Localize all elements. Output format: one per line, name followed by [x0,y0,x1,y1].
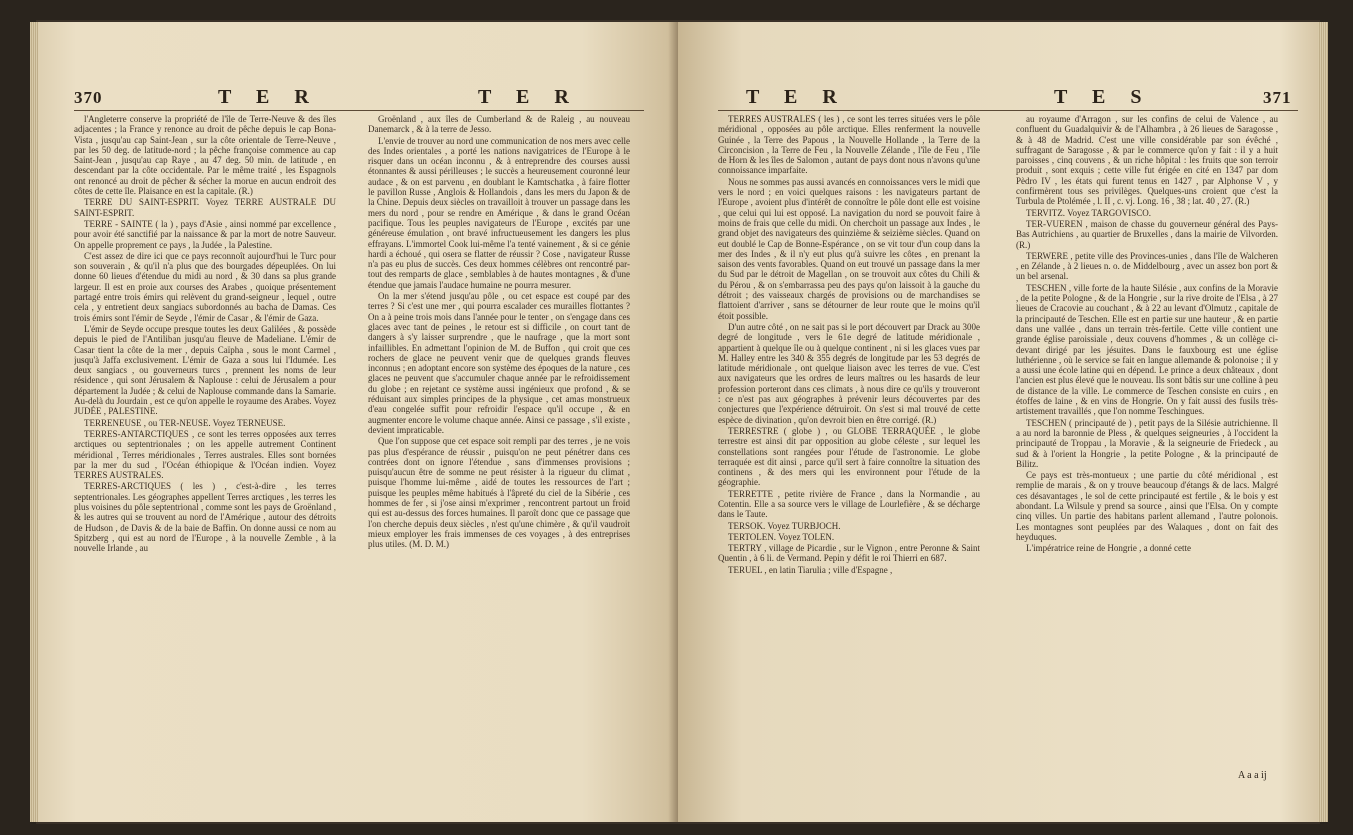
article-paragraph: au royaume d'Arragon , sur les confins de celui de Valence , au confluent du Guadalquivir & de l'Alhambra , à 26 lieues de Saragosse , & à 48 de Madrid. C'est une ville considérable par son évêché , suffragant de Saragosse , & par le commerce qu'on y fait : il y a huit paroisses , cinq couvens , & un riche hôpital : les fruits que son terroir produit , sont exquis ; cette ville fut érigée en cité en 1347 par dom Pèdro IV , les états qui furent tenus en 1427 , par Alphonse V , y confirmèrent tous ses privilèges. Quelques-uns croient que c'est la Turbula de Ptolémée , l. II , c. vj. Long. 16 , 38 ; lat. 40 , 27. (R.) [1016,114,1278,207]
article-paragraph: TERRES-ANTARCTIQUES , ce sont les terres opposées aux terres arctiques ou septentrionales ; on les appelle autrement Continent méridional , Terres méridionales , Terres australes. Elles sont bornées par la mer du sud , l'Océan éthiopique & l'Océan indien. Voyez TERRES AUSTRALES. [74,428,336,481]
running-head-right: T E R [478,86,579,108]
article-paragraph: TERRENEUSE , ou TER-NEUSE. Voyez TERNEUSE. [84,417,286,428]
text-column-right [368,114,630,754]
article-paragraph: TERTRY , village de Picardie , sur le Vignon , entre Peronne & Saint Quentin , à 6 li. de Vermand. Pepin y défit le roi Thierri en 687. [718,543,980,564]
article-paragraph: TERRETTE , petite rivière de France , dans la Normandie , au Cotentin. Elle a sa source vers le village de Lourlefière , & se décharge dans le Taute. [718,488,980,520]
article-paragraph: TERRES AUSTRALES ( les ) , ce sont les terres situées vers le pôle méridional , opposées au pôle arctique. Elles renferment la nouvelle Guinée , la Terre des Papous , la Nouvelle Hollande , la Terre de la Circoncision , la Terre de Feu , la Nouvelle Zélande , l'île de Feu , l'île de Horn & les îles de Salomon , autant de pays dont nous n'avons qu'une connoissance imparfaite. [718,114,980,176]
article-paragraph: L'émir de Seyde occupe presque toutes les deux Galilées , & possède depuis le pied de l'Antiliban jusqu'au fleuve de Madeliane. L'émir de Casar tient la côte de la mer , depuis Caïpha , sous le mont Carmel , jusqu'à Jaffa exclusivement. L'émir de Gaza a sous lui l'Idumée. Les deux sangiacs , ou gouverneurs turcs , prennent les noms de leur résidence , qui sont Jérusalem & Naplouse : celui de Jérusalem a pour département la Judée ; & celui de Naplouse commande dans la Samarie. Au-delà du Jourdain , est ce qu'on appelle le royaume des Arabes. Voyez JUDÉE , PALESTINE. [74,323,336,417]
article-paragraph: TERRES-ARCTIQUES ( les ) , c'est-à-dire , les terres septentrionales. Les géographes appellent Terres arctiques , les terres les plus voisines du pôle septentrional , comme sont les pays de Groënland , & les autres qui se trouvent au nord de l'Amérique , autour des détroits de Hudson , de Davis & de la baie de Baffin. On donne aussi ce nom au Spitzberg , qui est au nord de l'Europe , à la nouvelle Zemble , à la nouvelle Irlande , au [74,481,336,554]
open-book [38,22,1318,822]
signature-mark: A a a ij [1238,770,1267,781]
article-paragraph: TERRE DU SAINT-ESPRIT. Voyez TERRE AUSTRALE DU SAINT-ESPRIT. [74,197,336,218]
left-page [38,22,678,822]
article-paragraph: L'envie de trouver au nord une communication de nos mers avec celle des Indes orientales , a porté les nations navigatrices de l'Europe à le risquer dans un océan inconnu , & à entreprendre des courses aussi étonnantes & aussi périlleuses ; le succès a heureusement couronné leur audace , & on est parvenu , en doublant le Kamtschatka , à faire flotter le pavillon Russe , Anglois & Hollandois , dans les mers du Japon & de la Chine. Depuis deux siècles on travailloit à trouver un passage dans les mers du nord , pour se rendre en Amérique , & dans le grand Océan pacifique. Tous les peuples navigateurs de l'Europe , excités par une généreuse émulation , ont bravé infructueusement les dangers les plus effrayans. L'immortel Cook lui-même l'a tenté vainement , & si ce génie hardi a échoué , qui osera se flatter de réussir ? Cose , navigateur Russe n'a pas eu plus de succès. Ces deux hommes célèbres ont rencontré par-tout des remparts de glace , semblables à de hautes montagnes , & d'une étendue que jamais l'audace humaine ne pourra mesurer. [368,135,630,290]
running-head-left: T E R [218,86,319,108]
article-paragraph: TERRE - SAINTE ( la ) , pays d'Asie , ainsi nommé par excellence , pour avoir été sanctifié par la naissance & par la mort de notre Sauveur. On appelle proprement ce pays , la Judée , la Palestine. [74,218,336,250]
running-head-right: T E S [1054,86,1152,108]
article-paragraph: Groënland , aux îles de Cumberland & de Raleig , au nouveau Danemarck , & à la terre de Jesso. [368,114,630,135]
text-column-left [74,114,336,754]
article-paragraph: On la mer s'étend jusqu'au pôle , ou cet espace est coupé par des terres ? Si c'est une mer , qui pourra escalader ces murailles flottantes ? On a à peine trois mois dans l'année pour le tenter , on s'engage dans ces glaces avec tant de peines , le retour est si difficile , on court tant de dangers à s'y laisser surprendre , que le naufrage , que la mort sont infaillibles. En admettant l'opinion de M. de Buffon , qui croit que ces rochers de glace ne peuvent venir que de quelques grands fleuves inconnus ; en adoptant encore son système des époques de la nature , ces glaces ne peuvent que s'accumuler chaque année par le refroidissement du globe ; en rejetant ce système aussi ingénieux que profond , & se réduisant aux simples principes de la physique , cet amas monstrueux d'eau congelée suffit pour refroidir l'espace qu'il occupe , & en augmenter encore le volume chaque année. Ainsi ce passage , s'il existe , devient impraticable. [368,291,630,435]
article-paragraph: TERTOLEN. Voyez TOLEN. [728,531,835,542]
text-column-right [1016,114,1278,754]
article-paragraph: TERSOK. Voyez TURBJOCH. [728,520,841,531]
article-paragraph: TERVITZ. Voyez TARGOVISCO. [1026,207,1152,218]
article-paragraph: L'impératrice reine de Hongrie , a donné cette [1026,543,1192,554]
page-number: 370 [74,88,103,107]
article-paragraph: TERWERE , petite ville des Provinces-unies , dans l'île de Walcheren , en Zélande , à 2 lieues n. o. de Middelbourg , avec un assez bon port & un bel arsenal. [1016,250,1278,282]
right-page-header [678,80,1318,110]
article-paragraph: D'un autre côté , on ne sait pas si le port découvert par Drack au 300e degré de longitude , vers le 61e degré de latitude méridionale , appartient à quelque île ou à quelque continent , ni si les glaces vues par M. Halley entre les 340 & 355 degrés de longitude par les 53 degrés de latitude méridionale , ont quelque liaison avec les terres de vue. C'est aux navigateurs que les ordres de leurs maîtres ou les hasards de leur profession porteront dans ces climats , à nous dire ce qu'ils y trouveront : ce n'est pas aux géographes à prévenir leurs découvertes par des conjectures que l'expérience détruiroit. On s'est si mal trouvé de cette espèce de divination , qu'on devroit bien en être corrigé. (R.) [718,321,980,425]
article-paragraph: TESCHEN , ville forte de la haute Silésie , aux confins de la Moravie , de la petite Pologne , & de la Hongrie , sur la rive droite de l'Elsa , à 27 lieues de Cracovie au couchant , & à 22 au levant d'Olmutz , capitale de la principauté de Teschen. Elle est en partie sur une hauteur , & en partie dans une vallée , dans un terrain très-fertile. Cette ville contient une grande église paroissiale , deux couvens d'hommes , & un collège ci-devant dirigé par les jésuites. Dans le fauxbourg est une église luthérienne , où le service se fait en langue allemande & polonoise ; il y a aussi une école latine qui en dépend. Le prince a deux châteaux , dont l'ancien est plus élevé que le nouveau. Ils sont bâtis sur une colline à peu de distance de la ville. Le commerce de Teschen consiste en cuirs , en étoffes de laine , & en vins de Hongrie. On y fait aussi des fusils très-artistement travaillés , que l'on nomme Teschingues. [1016,282,1278,417]
article-paragraph: TERRESTRE ( globe ) , ou GLOBE TERRAQUÉE , le globe terrestre est ainsi dit par opposition au globe céleste , sur lequel les constellations sont rangées pour l'étude de l'astronomie. Le globe terraquée est dit ainsi , parce qu'il sert à faire connoître la situation des continens , & des mers qui les environnent pour l'étude de la géographie. [718,425,980,488]
article-paragraph: Que l'on suppose que cet espace soit rempli par des terres , je ne vois pas plus d'espérance de réussir , puisqu'on ne peut pénétrer dans ces contrées dont on ignore l'étendue , sans d'immenses provisions ; puisqu'aucun être de somme ne peut résister à la rigueur du climat , puisque l'homme lui-même , aidé de toutes les ressources de l'art ; puisque les peuples même habitués à l'âpreté du ciel de la Sibérie , ces hommes de fer , si j'ose ainsi m'exprimer , rencontrent partout un froid qui est au-dessus des forces humaines. Il paroît donc que ce passage que l'on cherche depuis deux siècles , n'est qu'une chimère , & qu'il vaudroit mieux employer les frais immenses de ces voyages , à des entreprises plus utiles. (M. D. M.) [368,436,630,550]
article-paragraph: TER-VUEREN , maison de chasse du gouverneur général des Pays-Bas Autrichiens , au quartier de Bruxelles , dans la mairie de Vilvorden. (R.) [1016,218,1278,250]
article-paragraph: TERUEL , en latin Tiarulia ; ville d'Espagne , [728,564,893,575]
text-column-left [718,114,980,754]
right-page [678,22,1318,822]
left-page-header [38,80,678,110]
article-paragraph: Ce pays est très-montueux ; une partie du côté méridional , est remplie de marais , & on y trouve beaucoup d'étangs & de lacs. Malgré ces désavantages , le sol de cette principauté est fertile , & le bois y est abondant. La Wilsule y prend sa source , ainsi que l'Elsa. On y compte cinq villes. Un partie des habitans parlent allemand , l'autre polonois. Les montagnes sont peuplées par des Walaques , dont on fait des heyduques. [1016,470,1278,542]
article-paragraph: C'est assez de dire ici que ce pays reconnoît aujourd'hui le Turc pour son souverain , & qu'il n'a plus que des bourgades dépeuplées. On lui donne 60 lieues d'étendue du midi au nord , & 30 dans sa plus grande largeur. Il est en proie aux courses des Arabes , quoique présentement partagé entre trois émirs qui relèvent du grand-seigneur , lequel , outre cela , y entretient deux sangiacs subordonnés au bacha de Damas. Ces trois émirs sont l'émir de Seyde , l'émir de Casar , & l'émir de Gaza. [74,250,336,323]
article-paragraph: Nous ne sommes pas aussi avancés en connoissances vers le midi que vers le nord ; en voici quelques raisons : les navigateurs partant de l'Europe , avoient plus d'intérêt de connoître le pôle dont elle est voisine , que celui qui lui est opposé. La navigation du nord se pouvoit faire à moins de frais que celle du midi. On cherchoit un passage aux Indes , le grand objet des navigateurs des quinzième & seizième siècles. Quand on eut doublé le Cap de Bonne-Espérance , on se vit tour d'un coup dans la mer des Indes , & il n'y eut plus qu'à suivre les côtes , en prenant la saison des vents favorables. Quand on eut trouvé un passage dans la mer du Sud par le détroit de Magellan , on se trouvoit aux côtes du Chili & du Pérou , & on s'embarrassa peu des pays qu'on laissoit à la gauche du détroit ; des vaisseaux chargés de provisions ou de marchandises se flattoient d'arriver , sans se détourner de leur route que le moins qu'il étoit possible. [718,176,980,321]
article-paragraph: TESCHEN ( principauté de ) , petit pays de la Silésie autrichienne. Il a au nord la baronnie de Pless , & quelques seigneuries , à l'occident la principauté de Troppau , la Moravie , & la seigneurie de Friedeck , au sud & à l'orient la Hongrie , la petite Pologne , & la principauté de Bilitz. [1016,417,1278,469]
article-paragraph: l'Angleterre conserve la propriété de l'île de Terre-Neuve & des îles adjacentes ; la France y renonce au droit de pêche depuis le cap Bona-Vista , jusqu'au cap Saint-Jean , sur la côte orientale de Terre-Neuve , par les 50 deg. de latitude-nord ; la pêche françoise commence au cap Saint-Jean , jusqu'au cap Raye , au 47 deg. 50 min. de latitude , en descendant par la côte occidentale. Par le même traité , les Espagnols ont renoncé au droit de pêcher & sécher la morue en aucun endroit des côtes de cette île. Plaisance en est la capitale. (R.) [74,114,336,197]
header-rule [74,110,644,111]
page-number: 371 [1263,88,1292,107]
header-rule [718,110,1298,111]
running-head-left: T E R [746,86,847,108]
